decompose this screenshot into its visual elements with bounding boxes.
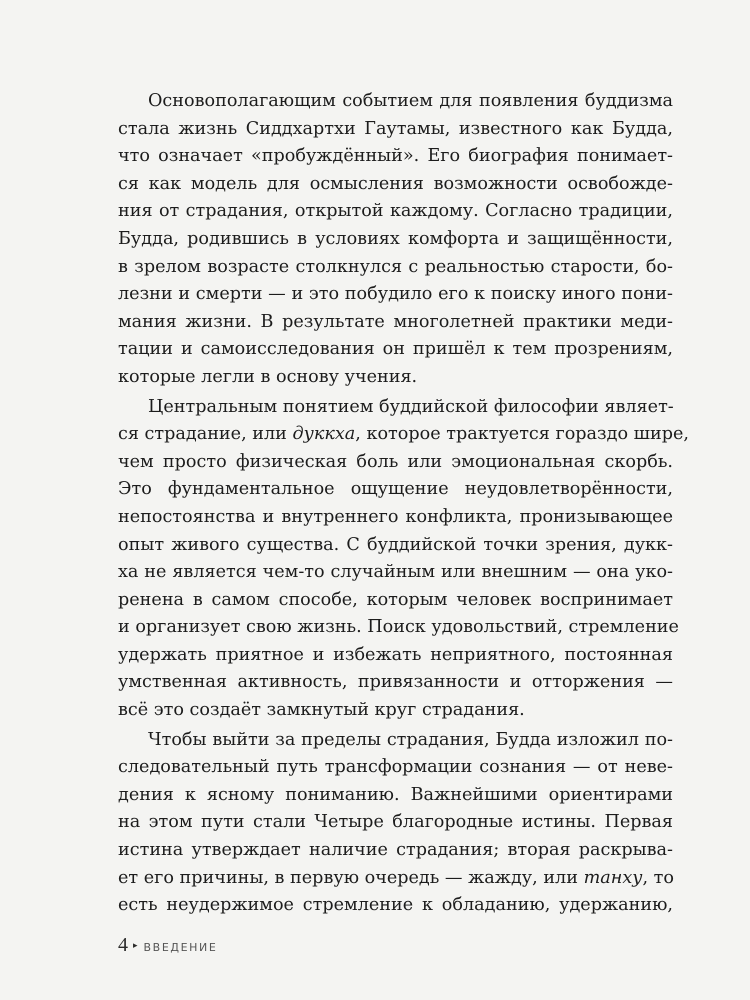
text-line: Основополагающим событием для появления буддизма bbox=[148, 91, 673, 111]
text-line: стала жизнь Сиддхартхи Гаутамы, известного как Будда, bbox=[118, 118, 673, 139]
text-line: Это фундаментальное ощущение неудовлетворённости, bbox=[118, 479, 673, 500]
text-line: дения к ясному пониманию. Важнейшими ориентирами bbox=[118, 784, 673, 805]
text-line: в зрелом возрасте столкнулся с реальностью старости, бо- bbox=[118, 256, 673, 277]
paragraph-3 bbox=[118, 727, 673, 920]
page-footer bbox=[118, 934, 217, 957]
paragraph-2 bbox=[118, 394, 690, 725]
running-header-section: ВВЕДЕНИЕ bbox=[143, 941, 218, 954]
text-line: мания жизни. В результате многолетней практики меди- bbox=[118, 311, 673, 332]
text-line: на этом пути стали Четыре благородные истины. Первая bbox=[118, 812, 673, 833]
paragraph-1 bbox=[118, 88, 673, 392]
text-line: чем просто физическая боль или эмоциональная скорбь. bbox=[118, 451, 673, 472]
text-line: тации и самоисследования он пришёл к тем прозрениям, bbox=[118, 339, 673, 360]
text-line: что означает «пробуждённый». Его биография понимает- bbox=[118, 146, 673, 167]
body-text bbox=[118, 88, 690, 920]
text-line: ха не является чем-то случайным или внешним — она уко- bbox=[118, 562, 673, 583]
text-line: Будда, родившись в условиях комфорта и защищённости, bbox=[118, 228, 673, 249]
text-line: Чтобы выйти за пределы страдания, Будда изложил по- bbox=[148, 729, 673, 750]
text-line: истина утверждает наличие страдания; вторая раскрыва- bbox=[118, 840, 673, 861]
text-line: умственная активность, привязанности и отторжения — bbox=[118, 672, 673, 693]
text-line: и организует свою жизнь. Поиск удовольствий, стремление bbox=[118, 617, 679, 638]
page-number: 4 bbox=[118, 934, 128, 956]
text-line: опыт живого существа. С буддийской точки зрения, дукк- bbox=[118, 534, 673, 555]
text-line: которые легли в основу учения. bbox=[118, 366, 418, 387]
text-line: ренена в самом способе, которым человек воспринимает bbox=[118, 589, 673, 610]
text-line: следовательный путь трансформации сознания — от неве- bbox=[118, 757, 673, 778]
text-line: непостоянства и внутреннего конфликта, пронизывающее bbox=[118, 506, 673, 527]
text-line: ния от страдания, открытой каждому. Согласно традиции, bbox=[118, 201, 673, 222]
arrow-right-icon: ▸ bbox=[133, 940, 138, 950]
text-line: ся как модель для осмысления возможности освобожде- bbox=[118, 173, 673, 194]
text-line: лезни и смерти — и это побудило его к поиску иного пони- bbox=[118, 284, 673, 305]
text-line: удержать приятное и избежать неприятного, постоянная bbox=[118, 644, 673, 665]
text-line: ся страдание, или дуккха, которое трактуется гораздо шире, bbox=[118, 424, 690, 445]
text-line: всё это создаёт замкнутый круг страдания. bbox=[118, 700, 525, 721]
text-line: есть неудержимое стремление к обладанию, удержанию, bbox=[118, 895, 673, 916]
text-line: ет его причины, в первую очередь — жажду, или танху, то bbox=[118, 867, 674, 888]
text-line: Центральным понятием буддийской философии являет- bbox=[148, 396, 674, 417]
